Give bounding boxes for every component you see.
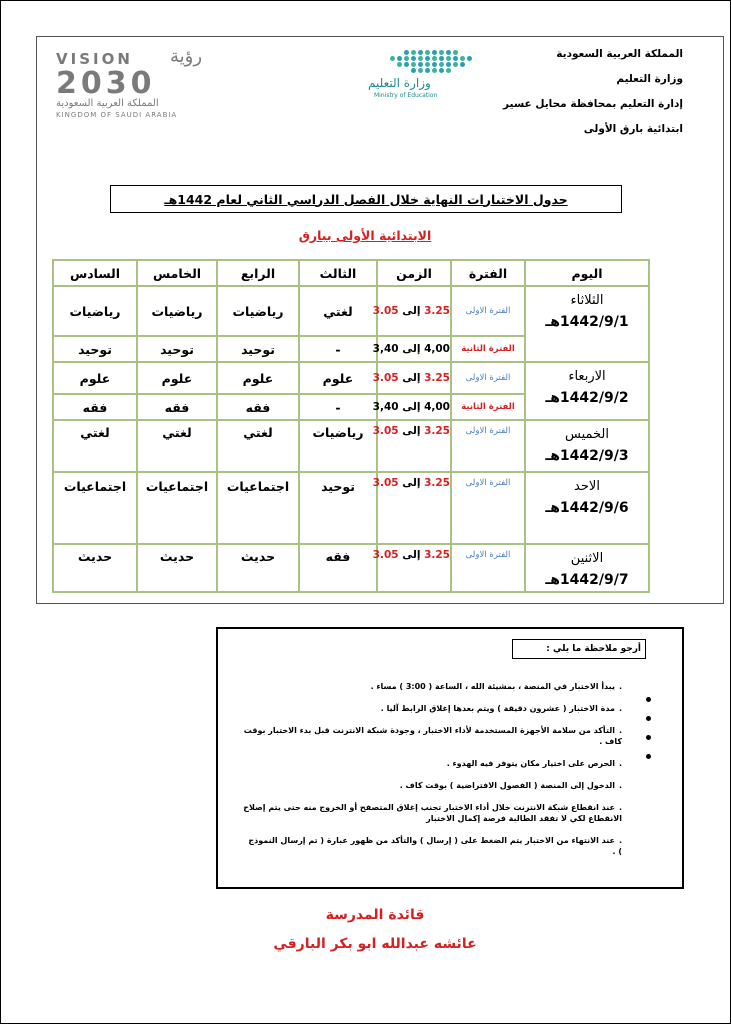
signature-title: قائدة المدرسة bbox=[325, 907, 425, 923]
letterhead-line: ابتدائية بارق الأولى bbox=[583, 123, 683, 135]
time-to: 4,00 bbox=[424, 401, 450, 413]
time-from: 3.05 bbox=[372, 425, 399, 437]
ministry-logo-dot bbox=[418, 62, 423, 67]
letterhead bbox=[463, 42, 683, 142]
day-date: 1442/9/2هـ bbox=[545, 390, 629, 406]
column-header: الخامس bbox=[137, 260, 217, 286]
subject-cell: علوم bbox=[217, 362, 299, 394]
ministry-logo-dot bbox=[411, 68, 416, 73]
notes-box bbox=[216, 627, 684, 889]
ministry-logo-dot bbox=[418, 50, 423, 55]
subject-cell: توحيد bbox=[217, 336, 299, 362]
subject-cell: حديث bbox=[217, 544, 299, 592]
table-row bbox=[53, 362, 649, 394]
note-item: . الدخول إلى المنصة ( الفصول الافتراضية ) بوقت كاف . bbox=[242, 780, 622, 791]
subject-cell: حديث bbox=[137, 544, 217, 592]
subject-cell: فقه bbox=[53, 394, 137, 420]
day-cell bbox=[525, 362, 649, 420]
time-to: 4,00 bbox=[424, 343, 450, 355]
column-header: الزمن bbox=[377, 260, 451, 286]
notes-heading bbox=[512, 639, 646, 659]
subject-cell: اجتماعيات bbox=[53, 472, 137, 544]
ministry-logo-dot bbox=[432, 56, 437, 61]
ministry-logo-dot bbox=[418, 68, 423, 73]
time-separator: إلى bbox=[402, 401, 421, 413]
ministry-logo-dot bbox=[460, 62, 465, 67]
letterhead-line: المملكة العربية السعودية bbox=[556, 48, 683, 60]
subject-cell: اجتماعيات bbox=[217, 472, 299, 544]
vision-kingdom-ar: المملكة العربية السعودية bbox=[56, 98, 159, 109]
period-cell: الفترة الثانية bbox=[451, 394, 525, 420]
vision-word-ar: رؤية bbox=[170, 46, 203, 67]
time-from: 3.05 bbox=[372, 477, 399, 489]
subject-cell: حديث bbox=[53, 544, 137, 592]
period-cell: الفترة الاولى bbox=[451, 472, 525, 544]
ministry-logo-dot bbox=[397, 56, 402, 61]
ministry-logo bbox=[360, 50, 480, 100]
day-cell bbox=[525, 472, 649, 544]
day-name: الخميس bbox=[565, 427, 609, 442]
note-item: . يبدأ الاختبار في المنصة ، بمشيئة الله ، الساعة ( 3:00 ) مساء . bbox=[242, 681, 622, 692]
bullet-marks bbox=[646, 697, 651, 773]
subject-cell: توحيد bbox=[299, 472, 377, 544]
subject-cell: توحيد bbox=[53, 336, 137, 362]
time-to: 3.25 bbox=[424, 477, 450, 489]
time-to: 3.25 bbox=[424, 425, 450, 437]
time-from: 3,40 bbox=[372, 401, 399, 413]
subject-cell: اجتماعيات bbox=[137, 472, 217, 544]
subject-cell: علوم bbox=[299, 362, 377, 394]
ministry-logo-dot bbox=[397, 62, 402, 67]
time-from: 3,40 bbox=[372, 343, 399, 355]
time-cell bbox=[372, 362, 451, 394]
ministry-logo-dot bbox=[411, 56, 416, 61]
ministry-logo-dot bbox=[446, 50, 451, 55]
time-separator: إلى bbox=[402, 477, 421, 489]
ministry-logo-dot bbox=[425, 56, 430, 61]
ministry-logo-dot bbox=[411, 50, 416, 55]
ministry-logo-dot bbox=[439, 68, 444, 73]
subject-cell: - bbox=[299, 394, 377, 420]
notes-list bbox=[242, 681, 622, 868]
column-header: الرابع bbox=[217, 260, 299, 286]
time-cell bbox=[372, 420, 451, 472]
day-name: الاثنين bbox=[570, 551, 604, 566]
time-from: 3.05 bbox=[372, 549, 399, 561]
ministry-logo-dot bbox=[453, 56, 458, 61]
table-row bbox=[53, 472, 649, 544]
subject-cell: رياضيات bbox=[53, 286, 137, 336]
ministry-logo-dot bbox=[390, 56, 395, 61]
ministry-logo-dot bbox=[439, 62, 444, 67]
time-separator: إلى bbox=[402, 305, 421, 317]
ministry-logo-dot bbox=[446, 68, 451, 73]
day-name: الاربعاء bbox=[568, 369, 606, 384]
ministry-logo-dot bbox=[446, 62, 451, 67]
day-date: 1442/9/1هـ bbox=[545, 314, 629, 330]
note-item: . التأكد من سلامة الأجهزة المستخدمة لأداء الاختبار ، وجودة شبكة الانترنت قبل بدء الاختبار بوقت كاف . bbox=[242, 725, 622, 747]
day-name: الثلاثاء bbox=[570, 293, 604, 308]
ministry-name-en: Ministry of Education bbox=[374, 92, 438, 99]
period-cell: الفترة الاولى bbox=[451, 420, 525, 472]
ministry-logo-dot bbox=[404, 50, 409, 55]
period-cell: الفترة الاولى bbox=[451, 286, 525, 336]
bullet-dot bbox=[646, 697, 651, 702]
table-row bbox=[53, 286, 649, 336]
ministry-logo-dot bbox=[425, 50, 430, 55]
page-title-text: جدول الاختبارات النهاية خلال الفصل الدراسي الثاني لعام 1442هـ bbox=[164, 191, 568, 207]
ministry-logo-dot bbox=[453, 50, 458, 55]
ministry-logo-dot bbox=[418, 56, 423, 61]
column-header: السادس bbox=[53, 260, 137, 286]
notes-heading-text: أرجو ملاحظة ما يلي : bbox=[546, 644, 641, 654]
ministry-logo-dot bbox=[425, 62, 430, 67]
subject-cell: لغتي bbox=[53, 420, 137, 472]
exam-schedule-table bbox=[52, 259, 650, 593]
school-name: الابتدائية الأولى ببارق bbox=[298, 228, 432, 243]
day-cell bbox=[525, 544, 649, 592]
note-item: . الحرص على اختيار مكان يتوفر فيه الهدوء . bbox=[242, 758, 622, 769]
letterhead-line: وزارة التعليم bbox=[616, 73, 683, 85]
subject-cell: رياضيات bbox=[299, 420, 377, 472]
subject-cell: - bbox=[299, 336, 377, 362]
ministry-logo-dot bbox=[432, 62, 437, 67]
table-row bbox=[53, 420, 649, 472]
column-header: الفترة bbox=[451, 260, 525, 286]
time-cell bbox=[372, 394, 451, 420]
note-item: . عند الانتهاء من الاختبار يتم الضغط على ( إرسال ) والتأكد من ظهور عبارة ( تم إرسال النموذج ) . bbox=[242, 835, 622, 857]
column-header: اليوم bbox=[525, 260, 649, 286]
vision-year: 2030 bbox=[56, 66, 156, 101]
time-separator: إلى bbox=[402, 425, 421, 437]
subject-cell: فقه bbox=[217, 394, 299, 420]
ministry-logo-dot bbox=[404, 56, 409, 61]
ministry-name-ar: وزارة التعليم bbox=[368, 76, 431, 90]
column-header: الثالث bbox=[299, 260, 377, 286]
day-date: 1442/9/7هـ bbox=[545, 572, 629, 588]
subject-cell: لغتي bbox=[299, 286, 377, 336]
time-from: 3.05 bbox=[372, 305, 399, 317]
subject-cell: فقه bbox=[137, 394, 217, 420]
period-cell: الفترة الثانية bbox=[451, 336, 525, 362]
letterhead-line: إدارة التعليم بمحافظة محايل عسير bbox=[503, 98, 683, 110]
bullet-dot bbox=[646, 716, 651, 721]
vision-word: VISION bbox=[56, 50, 133, 68]
ministry-logo-dot bbox=[460, 56, 465, 61]
ministry-logo-dot bbox=[439, 56, 444, 61]
time-separator: إلى bbox=[402, 549, 421, 561]
subject-cell: علوم bbox=[53, 362, 137, 394]
day-date: 1442/9/6هـ bbox=[545, 500, 629, 516]
subject-cell: لغتي bbox=[217, 420, 299, 472]
day-name: الاحد bbox=[574, 479, 600, 494]
time-separator: إلى bbox=[402, 343, 421, 355]
time-to: 3.25 bbox=[424, 549, 450, 561]
ministry-logo-dot bbox=[425, 68, 430, 73]
vision-kingdom-en: KINGDOM OF SAUDI ARABIA bbox=[56, 111, 178, 119]
time-cell bbox=[372, 336, 451, 362]
note-item: . مدة الاختبار ( عشرون دقيقة ) ويتم بعدها إغلاق الرابط آليا . bbox=[242, 703, 622, 714]
ministry-logo-dot bbox=[432, 68, 437, 73]
subject-cell: لغتي bbox=[137, 420, 217, 472]
time-from: 3.05 bbox=[372, 372, 399, 384]
ministry-logo-dot bbox=[411, 62, 416, 67]
time-to: 3.25 bbox=[424, 305, 450, 317]
bullet-dot bbox=[646, 735, 651, 740]
day-cell bbox=[525, 286, 649, 362]
subject-cell: فقه bbox=[299, 544, 377, 592]
ministry-logo-dots bbox=[390, 50, 480, 74]
ministry-logo-dot bbox=[453, 62, 458, 67]
period-cell: الفترة الاولى bbox=[451, 544, 525, 592]
time-cell bbox=[372, 472, 451, 544]
signature-name: عائشه عبدالله ابو بكر البارقي bbox=[273, 936, 477, 952]
subject-cell: توحيد bbox=[137, 336, 217, 362]
table-header-row bbox=[53, 260, 649, 286]
table-row bbox=[53, 544, 649, 592]
day-cell bbox=[525, 420, 649, 472]
subject-cell: علوم bbox=[137, 362, 217, 394]
ministry-logo-dot bbox=[404, 62, 409, 67]
time-cell bbox=[372, 544, 451, 592]
ministry-logo-dot bbox=[432, 50, 437, 55]
subject-cell: رياضيات bbox=[217, 286, 299, 336]
day-date: 1442/9/3هـ bbox=[545, 448, 629, 464]
ministry-logo-dot bbox=[467, 56, 472, 61]
bullet-dot bbox=[646, 754, 651, 759]
subject-cell: رياضيات bbox=[137, 286, 217, 336]
note-item: . عند انقطاع شبكة الانترنت خلال أداء الاختبار تجنب إغلاق المتصفح أو الخروج منه حتى يتم إصلاح الانقطاع لكي لا تفقد الطالبة فرصة إكمال الاختبار bbox=[242, 802, 622, 824]
time-to: 3.25 bbox=[424, 372, 450, 384]
ministry-logo-dot bbox=[439, 50, 444, 55]
vision-2030-logo bbox=[52, 46, 232, 120]
time-separator: إلى bbox=[402, 372, 421, 384]
time-cell bbox=[372, 286, 451, 336]
page-title bbox=[110, 185, 622, 213]
period-cell: الفترة الاولى bbox=[451, 362, 525, 394]
ministry-logo-dot bbox=[446, 56, 451, 61]
